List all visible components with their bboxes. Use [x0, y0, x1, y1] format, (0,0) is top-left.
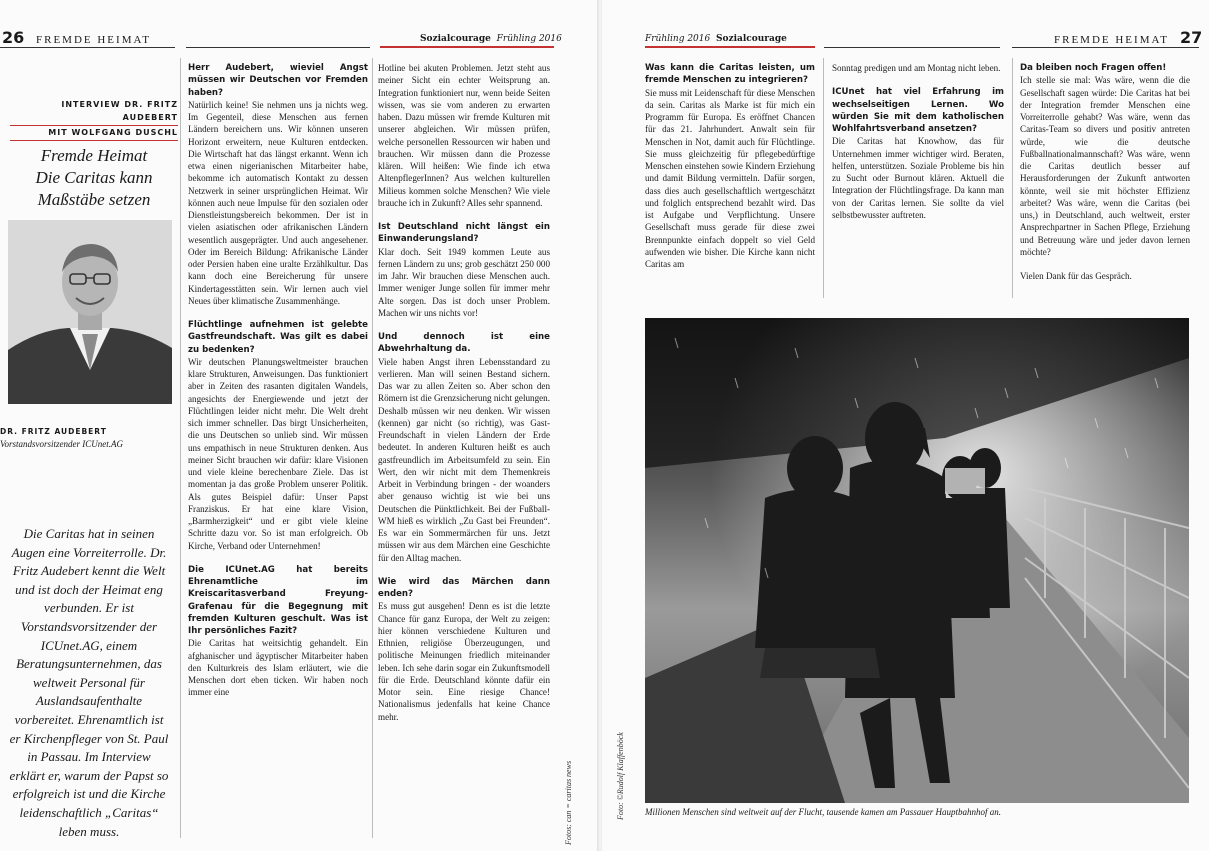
portrait-caption-role: Vorstandsvorsitzender ICUnet.AG [0, 439, 123, 449]
question: Da bleiben noch Fragen offen! [1020, 63, 1167, 73]
header-rule [824, 47, 1000, 48]
column-rule [372, 58, 373, 838]
question: ICUnet hat viel Erfahrung im wechselseitigen Lernen. Wo würden Sie mit dem katholischen Wohlfahrtsverband ansetzen? [832, 87, 1004, 134]
answer: Ich stelle sie mal: Was wäre, wenn die die Gesellschaft sagen würde: Die Caritas hat bei der Integration fremder Menschen eine Vorreiterrolle gehabt? Was wäre, wenn das Caritas-Team so divers und positiv antreten würde, wie die deutsche Fußballnationalmannschaft? Was wäre, wenn die Caritas deutlich besser auf Herausforderungen der Zukunft antworten könnte, weil sie mit höchster Effizienz arbeitet? Was wäre, wenn die Caritas (bei uns,) in Deutschland, auch weltweit, erster Ansprechpartner in Sachen Pflege, Erziehung und Betreuung wäre und jeder davon lernen möchte? [1020, 75, 1190, 257]
header-rule [1012, 47, 1199, 48]
answer: Klar doch. Seit 1949 kommen Leute aus fernen Ländern zu uns; grob geschätzt 250 000 im Jahr. Wir brauchen diese Menschen auch. Immer weniger Junge sollen für immer mehr Alte sorgen. Das ist doch unser Problem. Machen wir uns nichts vor! [378, 246, 550, 318]
question: Ist Deutschland nicht längst ein Einwanderungsland? [378, 222, 550, 245]
answer: Sonntag predigen und am Montag nicht leben. [832, 63, 1001, 73]
photo-credit-text: Foto: ©Rudolf Klaffenböck [616, 732, 625, 820]
question: Was kann die Caritas leisten, um fremde Menschen zu integrieren? [645, 63, 815, 86]
answer: Natürlich keine! Sie nehmen uns ja nichts weg. Im Gegenteil, diese Menschen aus fernen Ländern bereichern uns. Wir können unseren Horizont erweitern, neue Kulturen entdecken. Die Wirtschaft hat das längst erkannt. Wenn ich etwa einen nigerianischen Mitarbeiter habe, bekomme ich automatisch Kontakt zu dessen Netzwerk in seiner ursprünglichen Heimat. Wir können auch neue Impulse für den sozialen oder Dienstleistungsbereich bekommen. Der ist in vielen asiatischen oder afrikanischen Ländern wesentlich ausgeprägter. Und auch angesehener. Oder im Bereich Bildung: Afrikanische Länder oder Persien haben eine uralte Erzählkultur. Das kann doch eine Bereicherung für unsere Kindertagesstätten sein. Wir lernen auch viel Neues über klimatische Zusammenhänge. [188, 99, 368, 306]
interview-label-line: INTERVIEW DR. FRITZ AUDEBERT [10, 98, 178, 126]
photo-credit-right [616, 720, 628, 830]
photo-credit-text: Fotos: can = caritas news [564, 760, 573, 845]
refugee-photo-illustration [645, 318, 1189, 803]
page-number: 27 [1180, 28, 1203, 47]
column-rule [180, 58, 181, 838]
photo-caption: Millionen Menschen sind weltweit auf der Flucht, tausende kamen am Passauer Hauptbahnhof an. [645, 807, 1001, 817]
header-rule [186, 47, 370, 48]
answer: Die Caritas hat weitsichtig gehandelt. Ein afghanischer und ägyptischer Mitarbeiter haben den Kulturkreis des Islam erläutert, wie die Menschen dort eben ticken. Wir haben noch immer eine [188, 638, 368, 698]
magazine-name: Sozialcourage [715, 34, 787, 44]
article-column-3 [645, 62, 815, 270]
answer: Die Caritas hat Knowhow, das für Unternehmen immer wichtiger wird. Beraten, helfen, unterstützen. Soziale Probleme bis hin zu Sucht oder Burnout klären. Aktuell die Integration der Flüchtlingsfrage. Da kann man von der Caritas lernen. Sie sollte da viel selbstbewusster auftreten. [832, 136, 1004, 220]
magazine-name: Sozialcourage [420, 34, 491, 44]
question: Flüchtlinge aufnehmen ist gelebte Gastfreundschaft. Was gilt es dabei zu bedenken? [188, 320, 368, 355]
answer: Es muss gut ausgehen! Denn es ist die letzte Chance für ganz Europa, der Welt zu zeigen: hier können verschiedene Kulturen und Ethnien, religiöse Überzeugungen, und politische Meinungen friedlich miteinander leben. Ich sehe darin sogar ein Zukunftsmodell für die Erde. Deutschland könnte dafür ein Motor sein. Eine riesige Chance! Nationalismus jedenfalls hat keine Chance mehr. [378, 601, 550, 722]
issue-info [420, 34, 562, 44]
intro-text: Die Caritas hat in seinen Augen eine Vorreiterrolle. Dr. Fritz Audebert kennt die Welt und ist doch der Heimat eng verbunden. Er ist Vorstandsvorsitzender der ICUnet.AG, einem Beratungsunternehmen, das weltweit Personal für Auslandsaufenthalte vorbereitet. Ehrenamtlich ist er Kirchenpfleger von St. Paul in Passau. Im Interview erklärt er, warum der Papst so erfolgreich ist und die Kirche leidenschaftlich „Caritas“ leben muss. [9, 526, 169, 839]
question: Herr Audebert, wieviel Angst müssen wir Deutschen vor Fremden haben? [188, 63, 368, 98]
headline-line: Die Caritas kann [35, 168, 153, 187]
refugee-photo [645, 318, 1189, 803]
portrait-caption-name: DR. FRITZ AUDEBERT [0, 427, 107, 436]
header-rule [0, 47, 175, 48]
closing-line: Vielen Dank für das Gespräch. [1020, 271, 1132, 281]
headline [10, 145, 178, 211]
question: Wie wird das Märchen dann enden? [378, 576, 550, 599]
header-rule-accent [380, 46, 554, 48]
left-page [0, 0, 600, 851]
interview-label-line: MIT WOLFGANG DUSCHL [10, 126, 178, 141]
question: Und dennoch ist eine Abwehrhaltung da. [378, 332, 550, 355]
column-rule [823, 58, 824, 298]
article-column-5 [1020, 62, 1190, 282]
article-column-2 [378, 62, 550, 723]
answer: Wir deutschen Planungsweltmeister brauchen klare Strukturen, Anweisungen. Das funktioniert aber in Zeiten des rasanten digitalen Wandels, angesichts der Energiewende und jetzt der Flüchtlingen leider nicht mehr. Die Welt dreht sich immer schneller. Das birgt Unsicherheiten, die uns Deutschen so unlieb sind. Wir müssen uns empathisch in neue Strukturen denken. Aus meiner Sicht brauchen wir dafür: klare Visionen und viele kleine berechenbare Ziele. Das ist momentan ja das große Problem unserer Politik. Als gutes Beispiel dafür: Unser Papst Franziskus. Er hat eine klare Vision, „Barmherzigkeit“ und er gibt viele kleine Schritte dazu vor. So ist man erfolgreich. Ob Kirche, Verband oder Unternehmen! [188, 356, 368, 551]
page-number: 26 [2, 28, 25, 47]
headline-line: Fremde Heimat [40, 146, 148, 165]
question: Die ICUnet.AG hat bereits Ehrenamtliche im Kreiscaritasverband Freyung-Grafenau für die Begegnung mit fremden Kulturen geschult. Was ist Ihr persönliches Fazit? [188, 564, 368, 636]
issue-info [645, 34, 787, 44]
answer: Viele haben Angst ihren Lebensstandard zu verlieren. Man will seinen Bestand sichern. Das war zu allen Zeiten so. Aber schon den Römern ist die Grenzsicherung nicht gelungen. Deshalb müssen wir neu denken. Wir wissen (kennen) gar nicht (so richtig), was Gast-Freundschaft in vielen Ländern der Erde bedeutet. In anderen Kulturen heißt es auch gastfreundlich im Arbeitsumfeld zu sein. Ein Wert, den wir nicht mit dem Themenkreis Arbeit in Verbindung bringen - der woanders aber genauso wichtig ist wie bei uns Deutschen die Pünktlichkeit. Bei der Fußball-WM hieß es wirklich „Zu Gast bei Freunden“. Es war ein Sommermärchen für uns. Jetzt müssen wir aus dem Märchen eine Geschichte für den Alltag machen. [378, 356, 550, 563]
answer: Sie muss mit Leidenschaft für diese Menschen da sein. Caritas als Marke ist für mich ein Programm für Europa. Es eröffnet Chancen für das 21. Jahrhundert. Anwalt sein für Menschen in Not, damit auch für Flüchtlinge. Sie muss gleichzeitig für pflegebedürftige Menschen einstehen sowie Kindern Erziehung und damit Bildung vermitteln. Dafür sorgen, dass dies auch gesellschaftlich wertgeschätzt und folglich entsprechend bezahlt wird. Das ist Aufgabe und Verpflichtung. Unsere Gesellschaft muss gerade für diese zwei Brennpunkte einfach doppelt so viel Geld aufwenden wie bisher. Die Kirche kann nicht Caritas am [645, 87, 815, 269]
photo-credit-left [564, 735, 576, 845]
headline-line: Maßstäbe setzen [37, 190, 151, 209]
answer: Hotline bei akuten Problemen. Jetzt steht aus meiner Sicht ein echter Weitsprung an. Integration funktioniert nur, wenn beide Seiten wissen, was sie vom anderen zu erwarten haben. Dazu müssen wir fremde Kulturen mit unserer abgleichen. Wir müssen prüfen, welche personellen Ressourcen wir haben und brauchen. Wir müssen dann die Prozesse klären. Will heißen: Wie finde ich etwa AltenpflegerInnen? Aus welchen kulturellen Milieus kommen solche Menschen? Wie viele brauche ich in Zukunft? Alles sehr spannend. [378, 63, 550, 208]
article-column-1 [188, 62, 368, 699]
interview-label [10, 98, 178, 141]
running-title: FREMDE HEIMAT [1054, 34, 1169, 46]
portrait-illustration [8, 220, 172, 404]
running-title: FREMDE HEIMAT [36, 34, 151, 46]
issue-season: Frühling 2016 [645, 34, 711, 44]
issue-season: Frühling 2016 [496, 34, 562, 44]
column-rule [1012, 58, 1013, 298]
article-column-4 [832, 62, 1004, 221]
header-rule-accent [645, 46, 815, 48]
portrait-photo [8, 220, 172, 404]
